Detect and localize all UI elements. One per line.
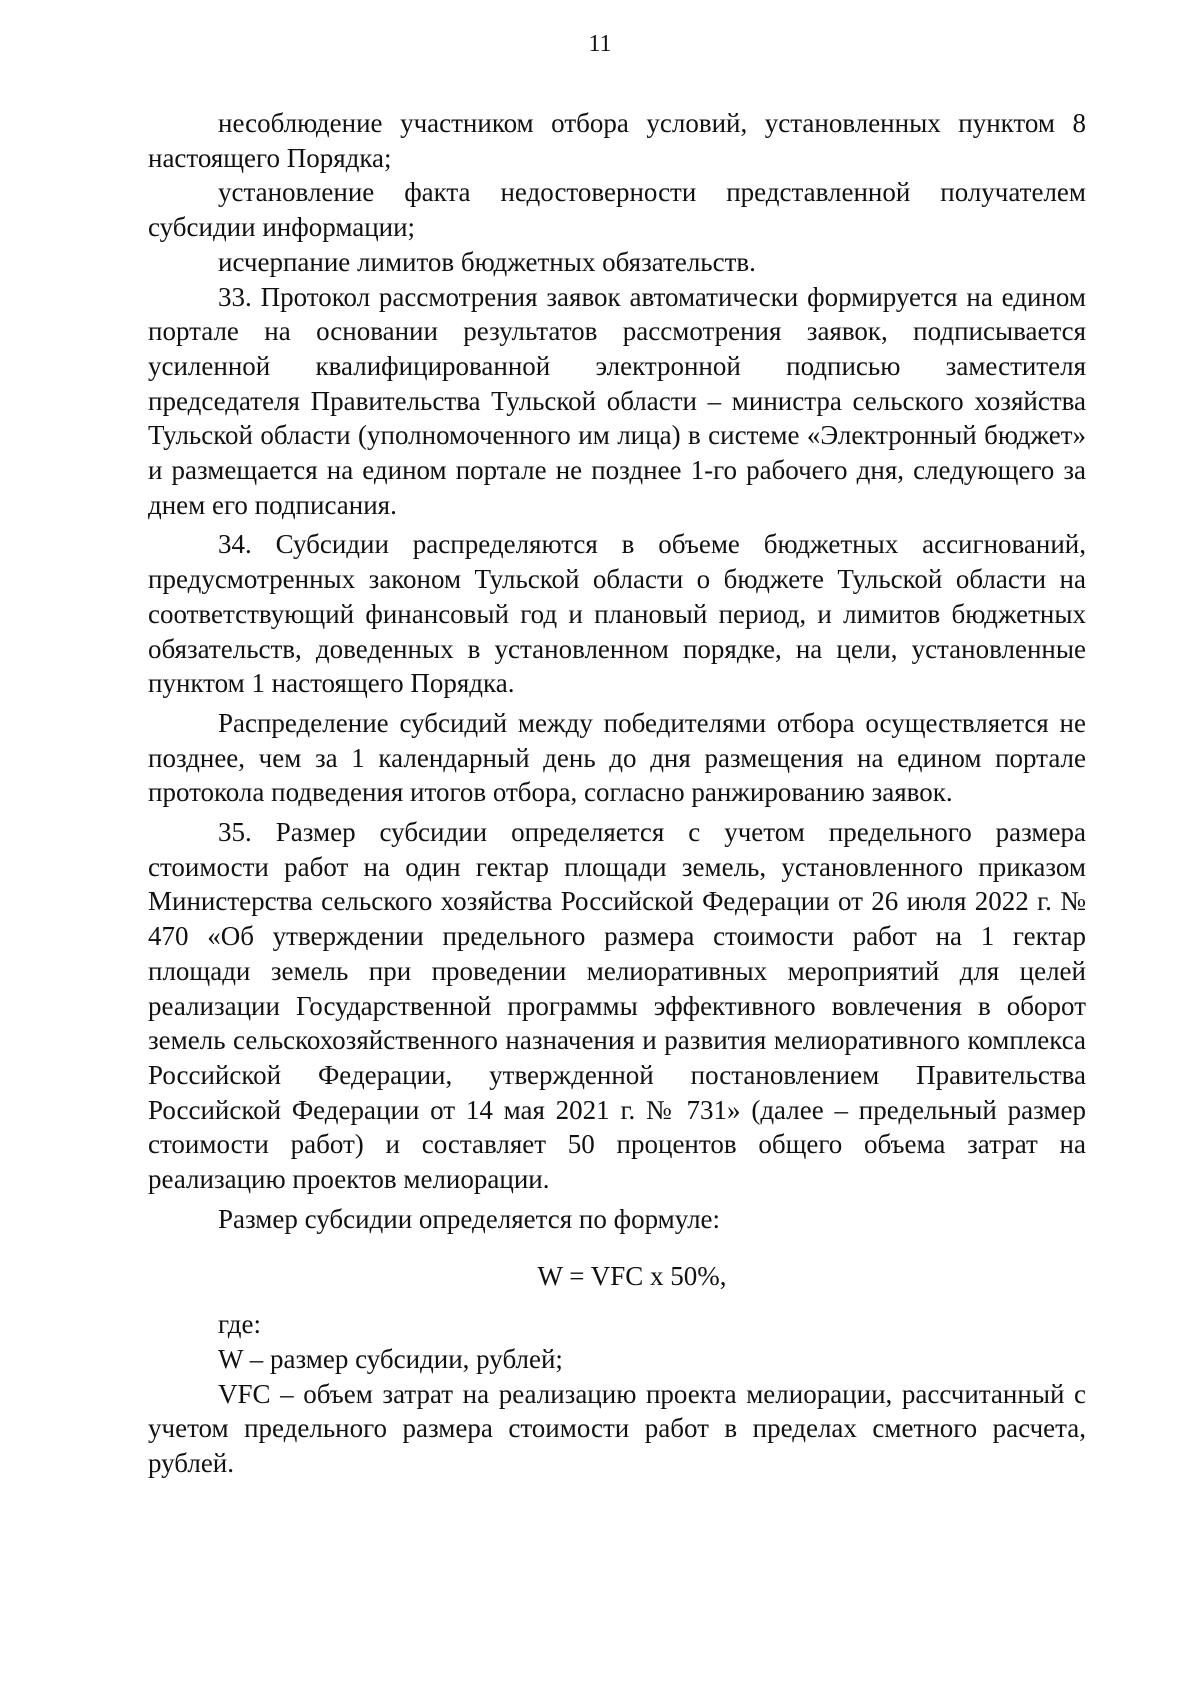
definition-w: W – размер субсидии, рублей; <box>218 1343 563 1374</box>
subsidy-formula: W = VFC x 50%, <box>537 1260 727 1291</box>
paragraph-limits-exhausted: исчерпание лимитов бюджетных обязательств. <box>218 246 756 277</box>
definition-where: где: <box>218 1309 261 1340</box>
paragraph-35-subsidy-size: 35. Размер субсидии определяется с учетом предельного размера стоимости работ на один гектар площади земель, установленного приказом Министерства сельского хозяйства Российской Федерации от 26 июля 2022 г. № 470 «Об утверждении предельного размера стоимости работ на 1 гектар площади земель при проведении мелиоративных мероприятий для целей реализации Государственной программы эффективного вовлечения в оборот земель сельскохозяйственного назначения и развития мелиоративного комплекса Российской Федерации, утвержденной постановлением Правительства Российской Федерации от 14 мая 2021 г. № 731» (далее – предельный размер стоимости работ) и составляет 50 процентов общего объема затрат на реализацию проектов мелиорации. <box>148 817 1086 1195</box>
definition-vfc: VFC – объем затрат на реализацию проекта мелиорации, рассчитанный с учетом предельного размера стоимости работ в пределах сметного расчета, рублей. <box>148 1378 1086 1479</box>
paragraph-34-distribution: 34. Субсидии распределяются в объеме бюджетных ассигнований, предусмотренных законом Тульской области о бюджете Тульской области на соответствующий финансовый год и плановый период, и лимитов бюджетных обязательств, доведенных в установленном порядке, на цели, установленные пунктом 1 настоящего Порядка. <box>148 529 1086 699</box>
paragraph-33-protocol: 33. Протокол рассмотрения заявок автоматически формируется на едином портале на основании результатов рассмотрения заявок, подписывается усиленной квалифицированной электронной подписью заместителя председателя Правительства Тульской области – министра сельского хозяйства Тульской области (уполномоченного им лица) в системе «Электронный бюджет» и размещается на едином портале не позднее 1-го рабочего дня, следующего за днем его подписания. <box>148 281 1086 520</box>
document-body <box>148 106 1086 1481</box>
page-number: 11 <box>588 31 612 57</box>
paragraph-winners-distribution: Распределение субсидий между победителями отбора осуществляется не позднее, чем за 1 календарный день до дня размещения на едином портале протокола подведения итогов отбора, согласно ранжированию заявок. <box>148 707 1086 808</box>
paragraph-noncompliance: несоблюдение участником отбора условий, установленных пунктом 8 настоящего Порядка; <box>148 108 1086 173</box>
paragraph-formula-intro: Размер субсидии определяется по формуле: <box>218 1203 721 1234</box>
paragraph-false-information: установление факта недостоверности представленной получателем субсидии информации; <box>148 177 1086 243</box>
